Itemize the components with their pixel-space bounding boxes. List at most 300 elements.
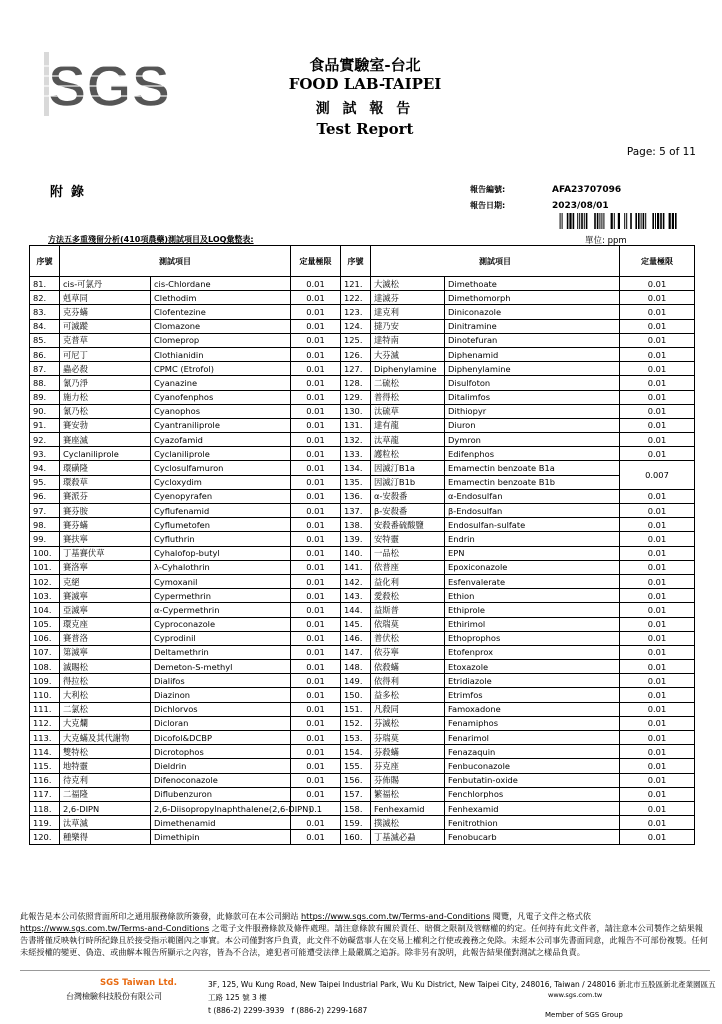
left-name-en: Difenoconazole [151, 773, 291, 787]
left-loq: 0.01 [291, 376, 341, 390]
header-item-2: 測試項目 [371, 246, 620, 277]
header-loq: 定量極限 [291, 246, 341, 277]
table-row [30, 504, 695, 518]
table-row [30, 546, 695, 560]
left-name-zh: 賽座滅 [60, 433, 151, 447]
terms-link-2[interactable]: https://www.sgs.com.tw/Terms-and-Conditions [20, 923, 210, 933]
left-no: 113. [30, 731, 60, 745]
disclaimer-3: 之電子文件服務條款及條件處理。請注意條款有關於責任、賠償之限制及管轄權的約定。任何持有此文件者，請注意本公司製作之結果報告書將僅反映執行時所紀錄且於接受指示範圍內之事實。本公司僅對客戶負責，此文件不妨礙當事人在交易上權利之行使或義務之免除。未經本公司事先書面同意，此報告不可部份複製。任何未經授權的變更、偽造、或曲解本報告所顯示之內容，皆為不合法，違犯者可能遭受法律上最嚴厲之追訴。除非另有說明，此報告結果僅對測試之樣品負責。 [20, 923, 708, 957]
left-no: 112. [30, 716, 60, 730]
right-name-zh: 護粒松 [371, 447, 445, 461]
right-no: 123. [341, 305, 371, 319]
address-line: 3F, 125, Wu Kung Road, New Taipei Industrial Park, Wu Ku District, New Taipei City, 248016, Taiwan / 248016 新北市五股區新北產業園區五工路 125 號 3 樓 [208, 980, 716, 1002]
left-name-zh: 賽芬胺 [60, 504, 151, 518]
right-loq: 0.01 [620, 745, 695, 759]
right-no: 150. [341, 688, 371, 702]
left-name-zh: 丁基賽伏草 [60, 546, 151, 560]
right-no: 148. [341, 660, 371, 674]
right-name-en: Dymron [445, 433, 620, 447]
left-name-en: Cyanofenphos [151, 390, 291, 404]
left-name-en: Cyanophos [151, 404, 291, 418]
left-name-zh: 得拉松 [60, 674, 151, 688]
left-no: 107. [30, 645, 60, 659]
right-no: 139. [341, 532, 371, 546]
table-row [30, 787, 695, 801]
left-name-en: Dicofol&DCBP [151, 731, 291, 745]
right-name-en: EPN [445, 546, 620, 560]
right-loq: 0.01 [620, 702, 695, 716]
table-row [30, 376, 695, 390]
right-no: 135. [341, 475, 371, 489]
table-row [30, 574, 695, 588]
right-loq: 0.01 [620, 447, 695, 461]
right-name-zh: Fenhexamid [371, 801, 445, 815]
right-name-zh: 芬殺蟎 [371, 745, 445, 759]
right-loq: 0.01 [620, 362, 695, 376]
left-name-en: Cyenopyrafen [151, 489, 291, 503]
terms-link-1[interactable]: https://www.sgs.com.tw/Terms-and-Conditions [300, 911, 491, 921]
right-name-zh: 益斯普 [371, 603, 445, 617]
right-name-en: Endrin [445, 532, 620, 546]
left-name-en: Clethodim [151, 291, 291, 305]
left-name-zh: 大克爛 [60, 716, 151, 730]
report-no [470, 184, 621, 195]
right-no: 145. [341, 617, 371, 631]
left-name-zh: 環磺隆 [60, 461, 151, 475]
left-no: 108. [30, 660, 60, 674]
right-loq: 0.01 [620, 674, 695, 688]
right-no: 126. [341, 347, 371, 361]
left-loq: 0.01 [291, 745, 341, 759]
table-row [30, 305, 695, 319]
table-row [30, 731, 695, 745]
right-name-en: Esfenvalerate [445, 574, 620, 588]
right-name-zh: 繁福松 [371, 787, 445, 801]
table-row [30, 631, 695, 645]
left-name-zh: 蟲必殺 [60, 362, 151, 376]
right-name-en: Endosulfan-sulfate [445, 518, 620, 532]
left-loq: 0.01 [291, 674, 341, 688]
left-name-zh: 大克蟎及其代謝物 [60, 731, 151, 745]
right-name-en: Fenbuconazole [445, 759, 620, 773]
table-row [30, 433, 695, 447]
right-name-en: Diuron [445, 418, 620, 432]
table-row [30, 404, 695, 418]
left-loq: 0.01 [291, 546, 341, 560]
left-name-en: Dimethipin [151, 830, 291, 844]
right-loq: 0.01 [620, 816, 695, 830]
left-name-en: Clomazone [151, 319, 291, 333]
table-row [30, 447, 695, 461]
right-name-zh: β-安殺番 [371, 504, 445, 518]
left-no: 98. [30, 518, 60, 532]
loq-table [29, 245, 695, 845]
right-loq: 0.01 [620, 277, 695, 291]
right-name-en: Diphenylamine [445, 362, 620, 376]
left-loq: 0.01 [291, 688, 341, 702]
right-no: 130. [341, 404, 371, 418]
left-name-zh: 大利松 [60, 688, 151, 702]
report-no-value: AFA23707096 [552, 185, 622, 195]
left-name-zh: 氰乃淨 [60, 376, 151, 390]
right-name-zh: 達滅芬 [371, 291, 445, 305]
left-loq: 0.01 [291, 475, 341, 489]
right-no: 159. [341, 816, 371, 830]
right-no: 137. [341, 504, 371, 518]
right-name-zh: 一品松 [371, 546, 445, 560]
right-name-en: Fenobucarb [445, 830, 620, 844]
header-no-2: 序號 [341, 246, 371, 277]
left-loq: 0.1 [291, 801, 341, 815]
table-row [30, 475, 695, 489]
header-loq-2: 定量極限 [620, 246, 695, 277]
table-row [30, 773, 695, 787]
left-name-zh: 施力松 [60, 390, 151, 404]
right-name-zh: 大芬滅 [371, 347, 445, 361]
right-name-en: Fenhexamid [445, 801, 620, 815]
table-row [30, 801, 695, 815]
table-row [30, 660, 695, 674]
right-name-en: Ethion [445, 589, 620, 603]
left-no: 110. [30, 688, 60, 702]
left-loq: 0.01 [291, 716, 341, 730]
left-no: 87. [30, 362, 60, 376]
left-loq: 0.01 [291, 518, 341, 532]
right-name-zh: 普伏松 [371, 631, 445, 645]
table-row [30, 688, 695, 702]
right-no: 160. [341, 830, 371, 844]
table-row [30, 745, 695, 759]
left-name-en: cis-Chlordane [151, 277, 291, 291]
left-name-en: Clofentezine [151, 305, 291, 319]
right-name-zh: 撻乃安 [371, 319, 445, 333]
table-row [30, 589, 695, 603]
right-loq: 0.007 [620, 461, 695, 489]
right-name-zh: 依得利 [371, 674, 445, 688]
right-loq: 0.01 [620, 347, 695, 361]
right-name-en: Etrimfos [445, 688, 620, 702]
right-loq: 0.01 [620, 418, 695, 432]
right-no: 146. [341, 631, 371, 645]
right-name-zh: 芬佈賜 [371, 773, 445, 787]
right-loq: 0.01 [620, 504, 695, 518]
left-name-zh: 克芬蟎 [60, 305, 151, 319]
left-name-en: Cyfluthrin [151, 532, 291, 546]
right-no: 142. [341, 574, 371, 588]
left-no: 95. [30, 475, 60, 489]
left-no: 94. [30, 461, 60, 475]
left-no: 99. [30, 532, 60, 546]
website[interactable]: www.sgs.com.tw [548, 991, 603, 999]
left-name-en: Cyazofamid [151, 433, 291, 447]
right-no: 133. [341, 447, 371, 461]
right-no: 151. [341, 702, 371, 716]
right-no: 127. [341, 362, 371, 376]
left-name-en: α-Cypermethrin [151, 603, 291, 617]
company-address [208, 978, 722, 1017]
left-loq: 0.01 [291, 631, 341, 645]
right-name-zh: 芬滅松 [371, 716, 445, 730]
left-loq: 0.01 [291, 447, 341, 461]
left-name-zh: 種樂得 [60, 830, 151, 844]
right-loq: 0.01 [620, 759, 695, 773]
left-no: 120. [30, 830, 60, 844]
right-name-zh: 依殺蟎 [371, 660, 445, 674]
table-row [30, 333, 695, 347]
left-loq: 0.01 [291, 291, 341, 305]
right-no: 154. [341, 745, 371, 759]
right-loq: 0.01 [620, 660, 695, 674]
left-name-zh: 賽派芬 [60, 489, 151, 503]
left-name-en: Cyflufenamid [151, 504, 291, 518]
left-loq: 0.01 [291, 589, 341, 603]
right-name-en: Fenarimol [445, 731, 620, 745]
lab-title-en: FOOD LAB-TAIPEI [288, 75, 442, 93]
left-name-zh: cis-可氯丹 [60, 277, 151, 291]
left-name-en: Cyproconazole [151, 617, 291, 631]
right-name-en: Fenazaquin [445, 745, 620, 759]
right-name-zh: 芬瑞莫 [371, 731, 445, 745]
left-name-en: Demeton-S-methyl [151, 660, 291, 674]
left-name-zh: 克絕 [60, 574, 151, 588]
right-no: 149. [341, 674, 371, 688]
left-name-zh: 地特靈 [60, 759, 151, 773]
right-name-zh: 達有龍 [371, 418, 445, 432]
right-loq: 0.01 [620, 801, 695, 815]
right-name-zh: 汰草龍 [371, 433, 445, 447]
left-loq: 0.01 [291, 773, 341, 787]
left-name-zh: 待克利 [60, 773, 151, 787]
left-loq: 0.01 [291, 347, 341, 361]
right-no: 134. [341, 461, 371, 475]
right-no: 156. [341, 773, 371, 787]
right-loq: 0.01 [620, 376, 695, 390]
left-loq: 0.01 [291, 532, 341, 546]
left-name-en: Dialifos [151, 674, 291, 688]
right-no: 131. [341, 418, 371, 432]
right-loq: 0.01 [620, 489, 695, 503]
report-date-value: 2023/08/01 [552, 201, 609, 211]
right-name-en: Fenamiphos [445, 716, 620, 730]
right-name-zh: 普得松 [371, 390, 445, 404]
left-loq: 0.01 [291, 333, 341, 347]
disclaimer [20, 910, 710, 958]
left-no: 86. [30, 347, 60, 361]
left-no: 83. [30, 305, 60, 319]
left-loq: 0.01 [291, 305, 341, 319]
left-no: 119. [30, 816, 60, 830]
left-no: 105. [30, 617, 60, 631]
left-name-zh: 賽安勃 [60, 418, 151, 432]
right-loq: 0.01 [620, 291, 695, 305]
footer-divider [20, 970, 710, 971]
right-no: 132. [341, 433, 371, 447]
page-number: Page: 5 of 11 [626, 146, 696, 158]
right-name-en: Fenitrothion [445, 816, 620, 830]
right-name-en: Ditalimfos [445, 390, 620, 404]
right-loq: 0.01 [620, 617, 695, 631]
left-name-zh: 可滅蹤 [60, 319, 151, 333]
right-name-zh: 汰硫草 [371, 404, 445, 418]
left-no: 92. [30, 433, 60, 447]
table-row [30, 390, 695, 404]
right-no: 147. [341, 645, 371, 659]
report-title-en: Test Report [316, 120, 414, 138]
disclaimer-2: 閱覽，凡電子文件之格式依 [490, 911, 591, 921]
left-no: 81. [30, 277, 60, 291]
right-name-en: Dimethomorph [445, 291, 620, 305]
right-name-en: Diniconazole [445, 305, 620, 319]
right-loq: 0.01 [620, 574, 695, 588]
right-no: 138. [341, 518, 371, 532]
right-name-en: Fenchlorphos [445, 787, 620, 801]
left-no: 100. [30, 546, 60, 560]
left-name-zh: 賽扶寧 [60, 532, 151, 546]
right-name-zh: 丁基滅必蝨 [371, 830, 445, 844]
right-name-zh: 安殺番硫酸鹽 [371, 518, 445, 532]
table-row [30, 702, 695, 716]
right-name-en: Etofenprox [445, 645, 620, 659]
left-name-en: CPMC (Etrofol) [151, 362, 291, 376]
right-loq: 0.01 [620, 532, 695, 546]
right-no: 152. [341, 716, 371, 730]
right-loq: 0.01 [620, 603, 695, 617]
left-no: 90. [30, 404, 60, 418]
left-loq: 0.01 [291, 418, 341, 432]
left-name-en: Cypermethrin [151, 589, 291, 603]
right-name-en: Ethoprophos [445, 631, 620, 645]
left-loq: 0.01 [291, 603, 341, 617]
left-name-zh: 賽普洛 [60, 631, 151, 645]
left-loq: 0.01 [291, 617, 341, 631]
left-no: 114. [30, 745, 60, 759]
left-name-en: Clomeprop [151, 333, 291, 347]
table-row [30, 319, 695, 333]
left-loq: 0.01 [291, 489, 341, 503]
left-name-zh: 雙特松 [60, 745, 151, 759]
left-no: 109. [30, 674, 60, 688]
right-no: 141. [341, 560, 371, 574]
report-no-label: 報告編號: [470, 185, 506, 194]
right-no: 121. [341, 277, 371, 291]
right-name-zh: 因滅汀B1a [371, 461, 445, 475]
right-name-en: Famoxadone [445, 702, 620, 716]
left-loq: 0.01 [291, 362, 341, 376]
right-name-zh: 芬克座 [371, 759, 445, 773]
left-loq: 0.01 [291, 574, 341, 588]
right-no: 125. [341, 333, 371, 347]
table-row [30, 674, 695, 688]
right-name-zh: 愛殺松 [371, 589, 445, 603]
right-name-en: Edifenphos [445, 447, 620, 461]
left-name-zh: 2,6-DIPN [60, 801, 151, 815]
left-name-zh: Cyclaniliprole [60, 447, 151, 461]
left-loq: 0.01 [291, 433, 341, 447]
left-no: 115. [30, 759, 60, 773]
table-row [30, 759, 695, 773]
table-row [30, 277, 695, 291]
table-header-row [30, 246, 695, 277]
right-no: 122. [341, 291, 371, 305]
table-row [30, 603, 695, 617]
left-no: 118. [30, 801, 60, 815]
left-no: 111. [30, 702, 60, 716]
right-name-en: Dimethoate [445, 277, 620, 291]
company-name-en: SGS Taiwan Ltd. [100, 978, 177, 988]
right-name-en: Dinotefuran [445, 333, 620, 347]
left-name-en: Clothianidin [151, 347, 291, 361]
right-loq: 0.01 [620, 560, 695, 574]
left-no: 106. [30, 631, 60, 645]
right-loq: 0.01 [620, 787, 695, 801]
right-name-en: Emamectin benzoate B1b [445, 475, 620, 489]
header-no: 序號 [30, 246, 60, 277]
left-name-en: Cymoxanil [151, 574, 291, 588]
left-name-zh: 亞滅寧 [60, 603, 151, 617]
left-name-en: Cycloxydim [151, 475, 291, 489]
left-name-zh: 二福隆 [60, 787, 151, 801]
right-name-en: Dinitramine [445, 319, 620, 333]
left-name-en: Deltamethrin [151, 645, 291, 659]
left-loq: 0.01 [291, 319, 341, 333]
right-name-zh: 依普座 [371, 560, 445, 574]
right-loq: 0.01 [620, 716, 695, 730]
right-loq: 0.01 [620, 546, 695, 560]
left-name-en: Dicloran [151, 716, 291, 730]
table-row [30, 291, 695, 305]
left-no: 84. [30, 319, 60, 333]
left-no: 89. [30, 390, 60, 404]
left-loq: 0.01 [291, 830, 341, 844]
unit-label: 單位: ppm [585, 236, 627, 246]
right-no: 158. [341, 801, 371, 815]
right-name-en: Dithiopyr [445, 404, 620, 418]
left-name-en: Dimethenamid [151, 816, 291, 830]
report-title-zh: 測 試 報 告 [315, 101, 415, 117]
left-name-en: Cyclosulfamuron [151, 461, 291, 475]
left-no: 117. [30, 787, 60, 801]
right-name-zh: 達特南 [371, 333, 445, 347]
right-loq: 0.01 [620, 731, 695, 745]
left-no: 103. [30, 589, 60, 603]
left-name-zh: 汰草滅 [60, 816, 151, 830]
left-no: 101. [30, 560, 60, 574]
right-no: 144. [341, 603, 371, 617]
left-loq: 0.01 [291, 759, 341, 773]
lab-title-zh: 食品實驗室-台北 [309, 56, 421, 74]
right-loq: 0.01 [620, 589, 695, 603]
right-name-zh: 依芬寧 [371, 645, 445, 659]
left-loq: 0.01 [291, 645, 341, 659]
header-item: 測試項目 [60, 246, 291, 277]
right-loq: 0.01 [620, 305, 695, 319]
left-no: 88. [30, 376, 60, 390]
table-row [30, 617, 695, 631]
left-name-zh: 環克座 [60, 617, 151, 631]
right-name-en: Disulfoton [445, 376, 620, 390]
right-name-zh: 因滅汀B1b [371, 475, 445, 489]
right-name-zh: 二硫松 [371, 376, 445, 390]
left-no: 104. [30, 603, 60, 617]
right-no: 129. [341, 390, 371, 404]
left-no: 97. [30, 504, 60, 518]
right-name-en: Etridiazole [445, 674, 620, 688]
disclaimer-1: 此報告是本公司依照背面所印之通用服務條款所簽發，此條款可在本公司網站 [20, 911, 301, 921]
right-name-en: Diphenamid [445, 347, 620, 361]
right-name-en: Fenbutatin-oxide [445, 773, 620, 787]
left-no: 96. [30, 489, 60, 503]
left-name-en: λ-Cyhalothrin [151, 560, 291, 574]
